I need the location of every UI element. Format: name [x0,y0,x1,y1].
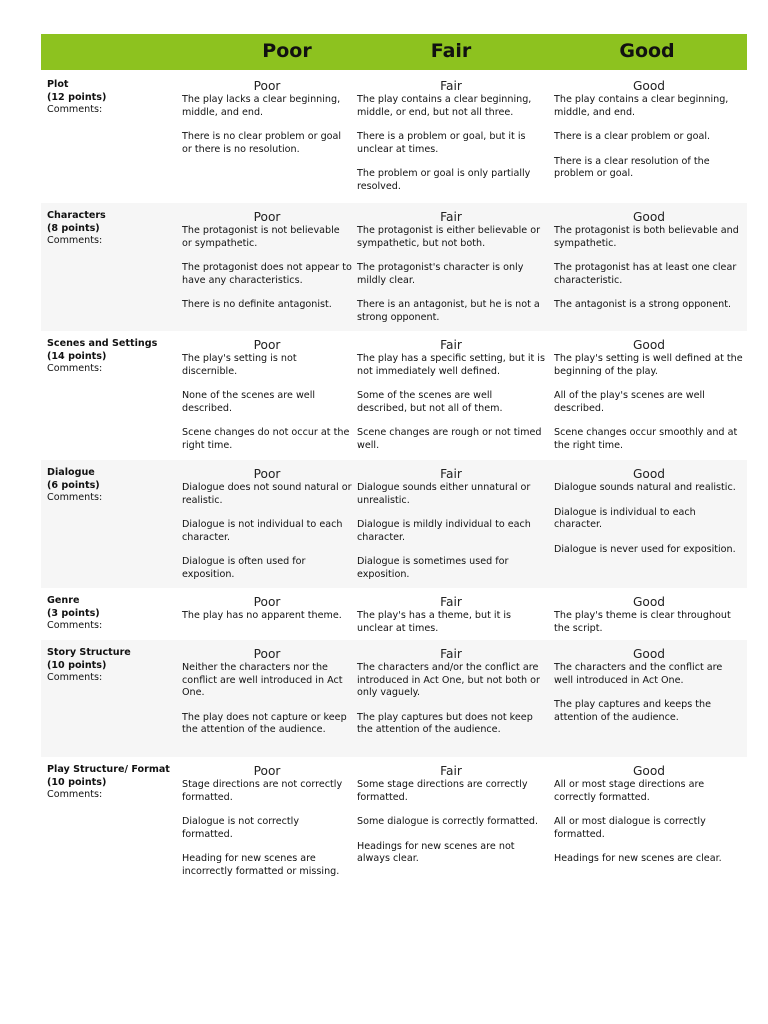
fair-criteria-cell [357,211,545,337]
criterion-text: Some dialogue is correctly formatted. [357,816,539,828]
good-level-title: Good [632,210,666,224]
criterion-text: None of the scenes are well described. [182,390,316,414]
criterion-text: Scene changes are rough or not timed well. [357,427,542,451]
criterion-text: The play lacks a clear beginning, middle, and end. [182,94,341,118]
poor-level-title: Poor [253,595,281,609]
criterion-text: Dialogue is individual to each character. [554,506,696,531]
criterion-text: The protagonist is not believable or sympathetic. [182,225,340,249]
fair-level-title: Fair [440,338,462,352]
category-cell [47,79,175,117]
good-level-title: Good [632,338,666,352]
category-name: Characters [47,210,106,221]
criterion-text: Stage directions are not correctly formatted. [182,779,343,803]
comments-label: Comments: [47,492,103,503]
fair-level-title: Fair [440,647,462,661]
rubric-row [41,203,747,331]
good-level-title: Good [632,79,666,93]
good-criteria-cell [554,80,744,193]
category-name: Play Structure/ Format [47,764,170,775]
good-level-title: Good [632,595,666,609]
fair-level-title: Fair [440,595,462,609]
criterion-text: The play contains a clear beginning, middle, and end. [554,94,729,118]
good-criteria-cell [554,211,744,324]
good-criteria-cell [554,339,744,465]
rubric-header [41,34,747,70]
criterion-text: All or most dialogue is correctly formatted. [554,816,706,840]
criterion-text: Dialogue is not correctly formatted. [182,816,299,840]
fair-level-title: Fair [440,467,462,481]
criterion-text: The play has a specific setting, but it is not immediately well defined. [357,353,545,377]
good-level-title: Good [632,467,666,481]
criterion-text: Headings for new scenes are clear. [554,853,722,865]
criterion-text: There is a problem or goal, but it is unclear at times. [357,131,526,155]
fair-level-title: Fair [440,764,462,778]
fair-criteria-cell [357,339,545,465]
criterion-text: Heading for new scenes are incorrectly formatted or missing. [182,853,340,877]
category-points: (12 points) [47,91,107,103]
comments-label: Comments: [47,789,103,800]
criterion-text: There is no definite antagonist. [182,299,332,311]
fair-criteria-cell [357,468,545,594]
comments-label: Comments: [47,235,103,246]
poor-level-title: Poor [253,764,281,778]
criterion-text: There is a clear problem or goal. [554,131,711,143]
category-name: Genre [47,595,80,606]
poor-criteria-cell [182,648,352,749]
category-cell [47,467,175,505]
criterion-text: Dialogue does not sound natural or realistic. [182,482,352,506]
criterion-text: All or most stage directions are correctly formatted. [554,779,705,803]
category-points: (10 points) [47,659,107,671]
criterion-text: Headings for new scenes are not always clear. [357,840,515,865]
criterion-text: The play has no apparent theme. [182,610,342,621]
criterion-text: The play does not capture or keep the attention of the audience. [182,711,347,736]
criterion-text: The play contains a clear beginning, middle, or end, but not all three. [357,94,532,118]
poor-criteria-cell [182,468,352,594]
criterion-text: The characters and the conflict are well introduced in Act One. [554,662,723,686]
good-criteria-cell [554,648,744,736]
poor-criteria-cell [182,211,352,324]
criterion-text: All of the play's scenes are well described. [554,390,705,414]
good-criteria-cell [554,468,744,568]
criterion-text: The problem or goal is only partially resolved. [357,168,531,192]
criterion-text: Dialogue sounds either unnatural or unrealistic. [357,482,531,506]
fair-criteria-cell [357,80,545,206]
poor-criteria-cell [182,339,352,465]
comments-label: Comments: [47,104,103,115]
criterion-text: The protagonist has at least one clear characteristic. [554,262,737,286]
criterion-text: The antagonist is a strong opponent. [554,299,732,311]
criterion-text: There is no clear problem or goal or there is no resolution. [182,131,342,155]
comments-label: Comments: [47,363,103,374]
criterion-text: The protagonist is either believable or sympathetic, but not both. [357,225,541,249]
fair-criteria-cell [357,648,545,749]
rubric-row [41,757,747,897]
category-cell [47,338,175,376]
criterion-text: Dialogue is never used for exposition. [554,543,736,555]
criterion-text: Neither the characters nor the conflict are well introduced in Act One. [182,662,343,699]
category-points: (10 points) [47,776,107,788]
rubric-row [41,640,747,757]
criterion-text: Dialogue is mildly individual to each character. [357,519,531,543]
criterion-text: The play's has a theme, but it is unclear at times. [357,610,512,634]
comments-label: Comments: [47,672,103,683]
header-poor: Poor [262,40,312,62]
criterion-text: The play captures and keeps the attention of the audience. [554,699,712,723]
poor-level-title: Poor [253,79,281,93]
category-points: (14 points) [47,350,107,362]
poor-criteria-cell [182,765,352,891]
category-points: (3 points) [47,607,100,619]
fair-criteria-cell [357,765,545,878]
category-cell [47,595,175,633]
criterion-text: The protagonist does not appear to have any characteristics. [182,262,352,286]
category-points: (6 points) [47,479,100,491]
rubric-row [41,460,747,588]
category-cell [47,647,175,685]
good-level-title: Good [632,647,666,661]
criterion-text: The characters and/or the conflict are introduced in Act One, but not both or only vaguely. [357,662,540,699]
criterion-text: Some of the scenes are well described, but not all of them. [357,390,503,414]
criterion-text: Dialogue is not individual to each character. [182,519,343,543]
criterion-text: Dialogue is sometimes used for exposition. [357,556,509,580]
poor-level-title: Poor [253,210,281,224]
good-criteria-cell [554,765,744,878]
criterion-text: Scene changes do not occur at the right time. [182,427,350,451]
fair-level-title: Fair [440,210,462,224]
criterion-text: There is an antagonist, but he is not a strong opponent. [357,299,540,323]
criterion-text: Dialogue is often used for exposition. [182,556,306,580]
fair-level-title: Fair [440,79,462,93]
comments-label: Comments: [47,620,103,631]
criterion-text: Dialogue sounds natural and realistic. [554,482,736,493]
rubric-row [41,331,747,460]
category-points: (8 points) [47,222,100,234]
good-level-title: Good [632,764,666,778]
rubric-row [41,588,747,640]
category-name: Scenes and Settings [47,338,158,349]
category-cell [47,764,175,802]
criterion-text: Some stage directions are correctly formatted. [357,779,528,803]
criterion-text: The play's setting is well defined at the beginning of the play. [554,353,743,377]
criterion-text: The protagonist's character is only mildly clear. [357,262,524,286]
category-cell [47,210,175,248]
header-fair: Fair [430,40,472,62]
category-name: Plot [47,79,69,90]
poor-level-title: Poor [253,338,281,352]
criterion-text: The protagonist is both believable and sympathetic. [554,225,739,249]
criterion-text: Scene changes occur smoothly and at the right time. [554,427,738,451]
criterion-text: The play's setting is not discernible. [182,353,297,377]
criterion-text: The play's theme is clear throughout the script. [554,610,731,634]
poor-level-title: Poor [253,467,281,481]
poor-criteria-cell [182,80,352,168]
rubric-row [41,72,747,203]
criterion-text: The play captures but does not keep the attention of the audience. [357,711,533,736]
poor-criteria-cell [182,596,352,635]
category-name: Dialogue [47,467,95,478]
poor-level-title: Poor [253,647,281,661]
header-good: Good [619,40,675,62]
category-name: Story Structure [47,647,131,658]
criterion-text: There is a clear resolution of the problem or goal. [554,155,710,180]
